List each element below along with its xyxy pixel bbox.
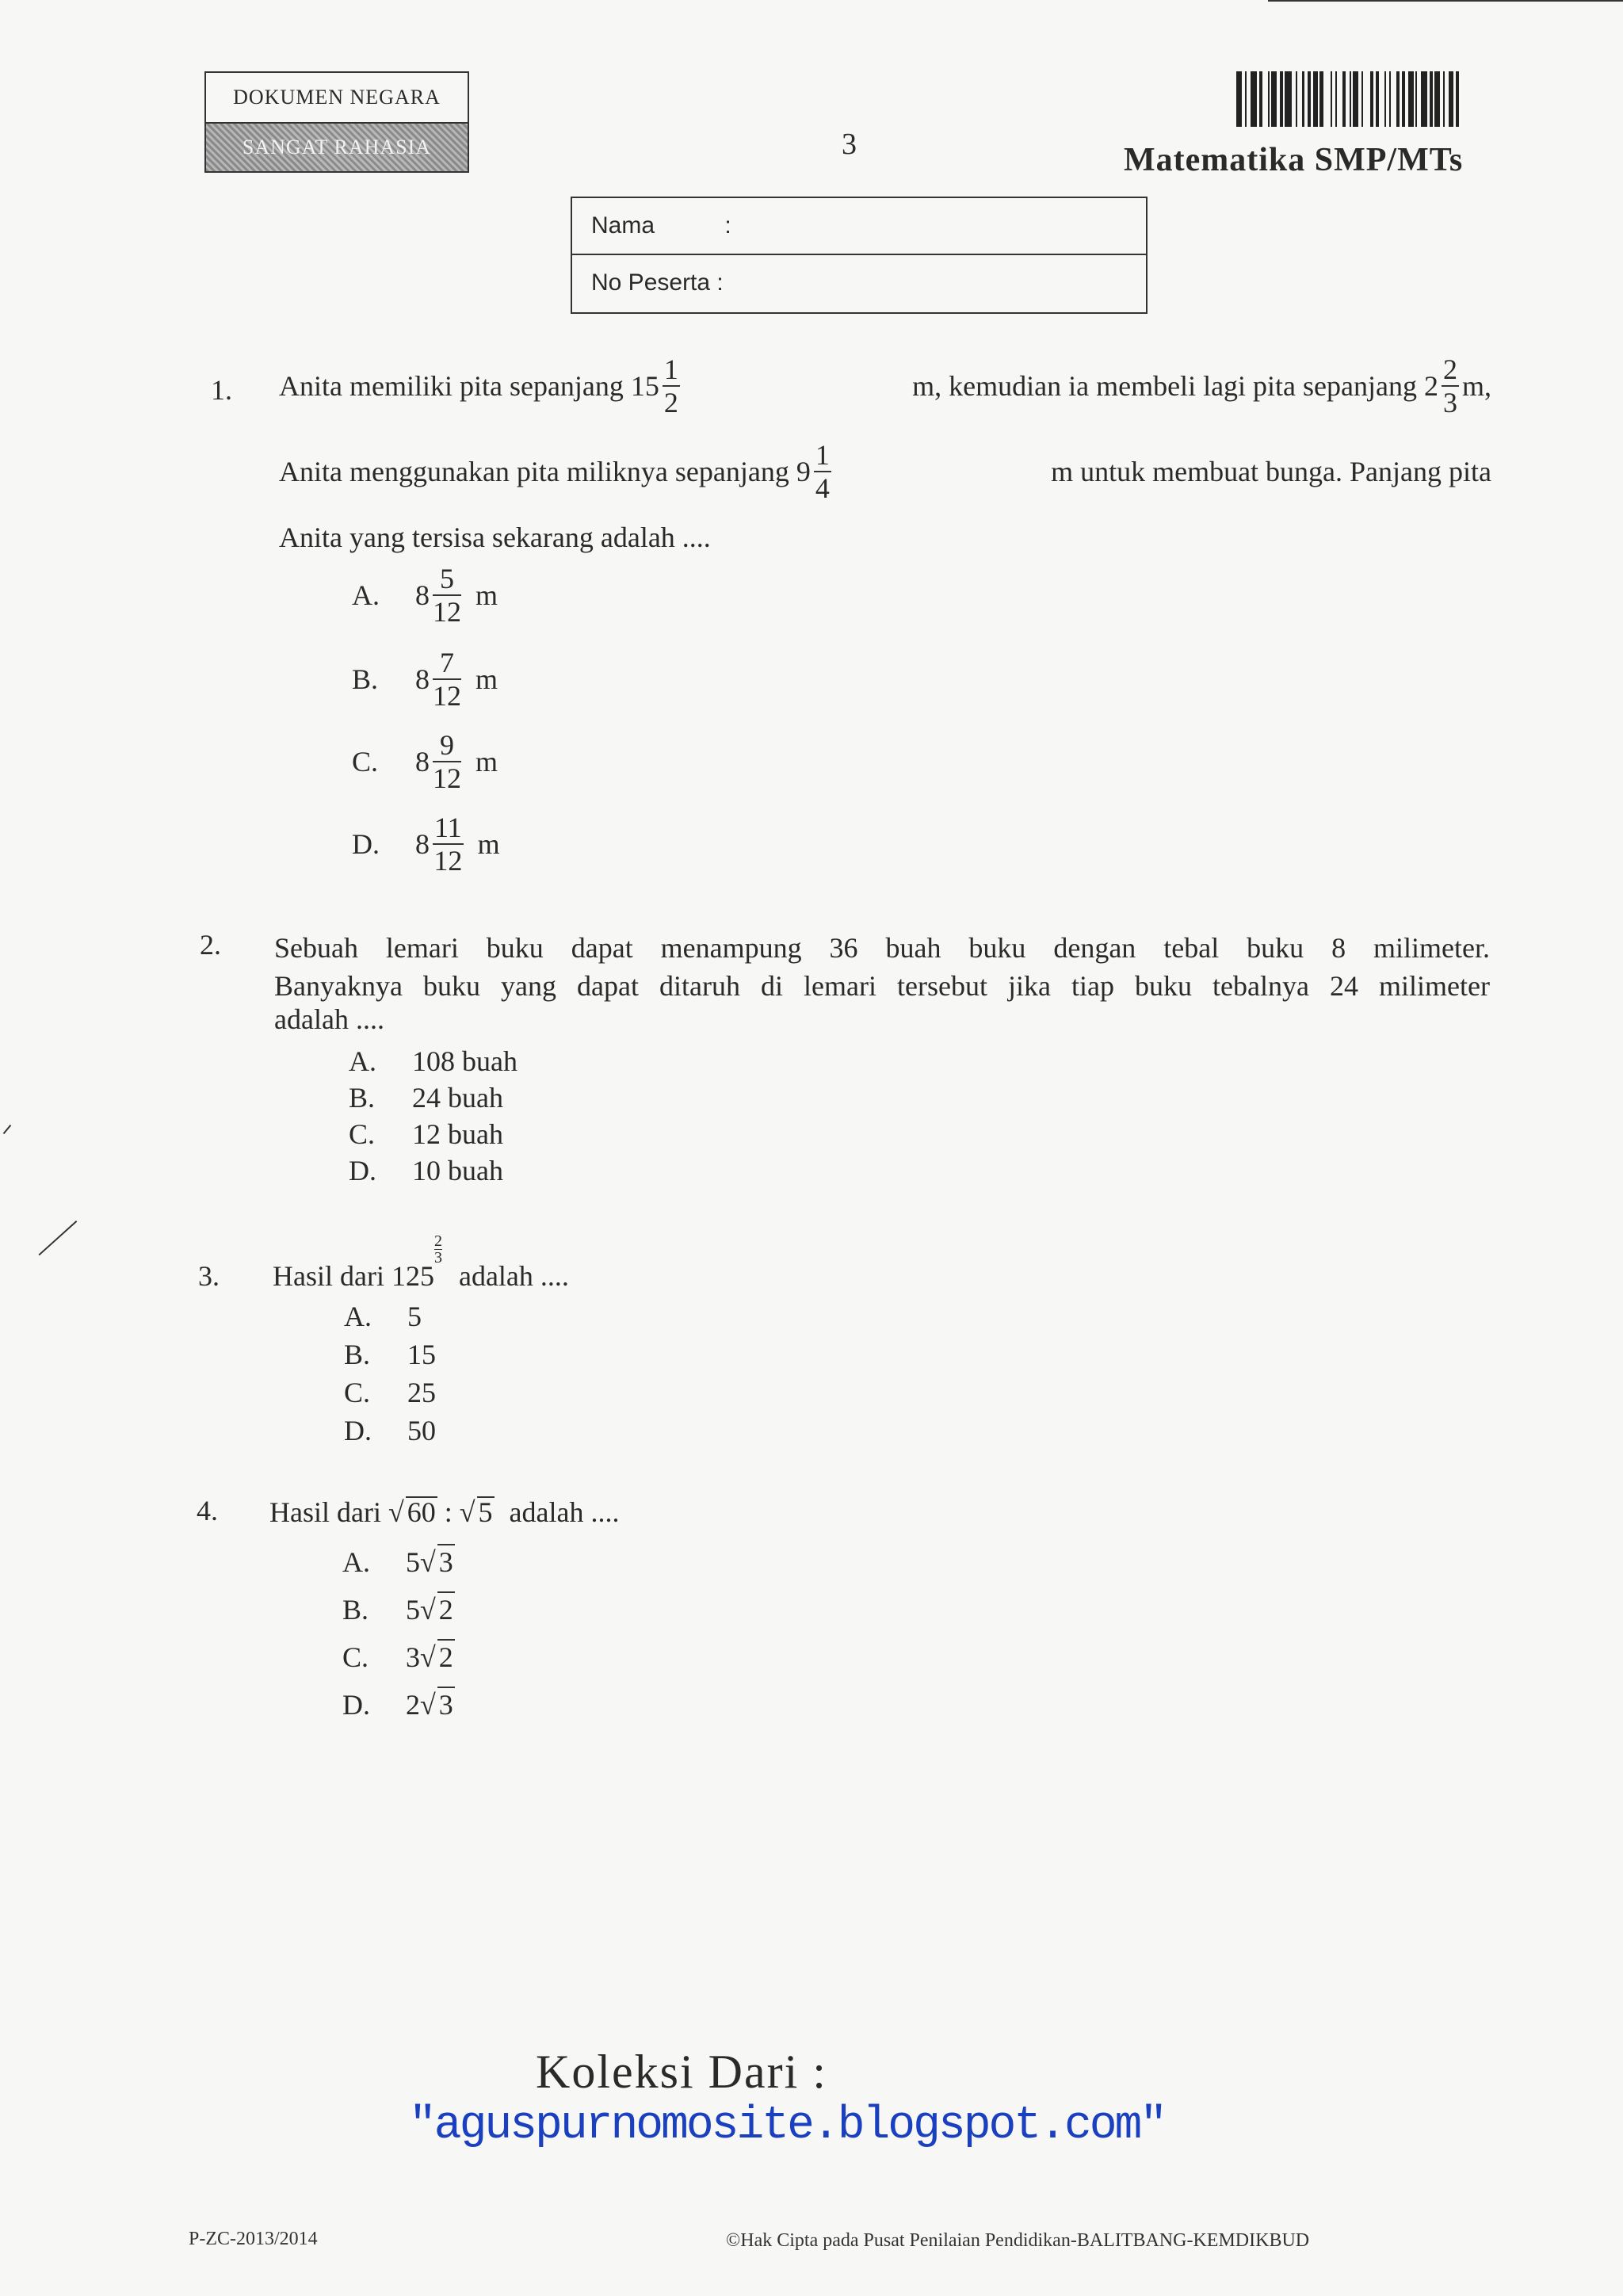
name-label: Nama	[591, 212, 655, 239]
footer-copyright: ©Hak Cipta pada Pusat Penilaian Pendidikan-BALITBANG-KEMDIKBUD	[726, 2230, 1310, 2251]
q1-line2-pre: Anita menggunakan pita miliknya sepanjang 9	[279, 456, 811, 487]
sqrt-symbol-icon: √	[420, 1546, 436, 1578]
q4-number: 4.	[197, 1495, 218, 1526]
barcode-bar	[1251, 71, 1258, 127]
q3-pre: Hasil dari 125	[273, 1260, 434, 1292]
scan-mark	[3, 1125, 12, 1134]
q3-exponent: $\frac{2}{3}$	[433, 1232, 442, 1266]
q2-option-b: B. 24 buah	[349, 1082, 503, 1114]
barcode-bar	[1236, 71, 1242, 127]
q3-option-b: B. 15	[344, 1339, 436, 1370]
q1-fraction-3: $\frac{1}{4}$	[815, 439, 830, 504]
barcode-bar	[1313, 71, 1319, 127]
q1-line3: Anita yang tersisa sekarang adalah ....	[279, 521, 711, 553]
q1-option-d: D. 8 $\frac{11}{12}$ m	[352, 812, 500, 877]
q3-option-c: C. 25	[344, 1377, 436, 1408]
barcode-bar	[1363, 71, 1370, 127]
q1-number: 1.	[211, 374, 232, 406]
barcode-bar	[1449, 71, 1454, 127]
barcode-bar	[1297, 71, 1303, 127]
q1-line1-mid: m, kemudian ia membeli lagi pita sepanjang 2	[912, 370, 1438, 402]
q4-option-d: D. 2√ 3	[342, 1687, 455, 1721]
q1-fraction-2: $\frac{2}{3}$	[1442, 353, 1457, 418]
barcode	[1236, 71, 1501, 127]
barcode-bar	[1353, 71, 1358, 127]
koleksi-label: Koleksi Dari :	[536, 2046, 827, 2098]
q1-line1	[279, 355, 1491, 417]
q4-option-b: B. 5√ 2	[342, 1591, 455, 1626]
q3-option-a: A. 5	[344, 1301, 422, 1332]
q1-option-c: C. 8 $\frac{9}{12}$ m	[352, 729, 498, 794]
barcode-bar	[1262, 71, 1268, 127]
q1-option-b-fraction: $\frac{7}{12}$	[433, 647, 461, 712]
q2-option-a: A. 108 buah	[349, 1045, 517, 1077]
q2-line1: Sebuah lemari buku dapat menampung 36 buah buku dengan tebal buku 8 milimeter.	[274, 932, 1490, 964]
q1-option-a: A. 8 $\frac{5}{12}$ m	[352, 563, 498, 628]
q4-pre: Hasil dari	[269, 1496, 381, 1528]
sqrt-symbol-icon: √	[420, 1641, 436, 1673]
barcode-bar	[1337, 71, 1342, 127]
name-row	[572, 198, 1146, 254]
q1-option-c-fraction: $\frac{9}{12}$	[433, 729, 461, 794]
participant-label: No Peserta :	[591, 269, 724, 296]
q1-line2	[279, 441, 1491, 502]
q4-option-c: C. 3√ 2	[342, 1639, 455, 1674]
barcode-bar	[1379, 71, 1384, 127]
document-classification-box	[204, 71, 469, 173]
barcode-bar	[1421, 71, 1428, 127]
q1-line2-post: m untuk membuat bunga. Panjang pita	[1051, 456, 1491, 487]
q4-operator: :	[444, 1496, 453, 1528]
q3-post: adalah ....	[458, 1260, 569, 1292]
q2-option-d: D. 10 buah	[349, 1155, 503, 1186]
q4-radicand-1: 60	[407, 1496, 436, 1528]
q2-line3: adalah ....	[274, 1003, 384, 1035]
q4-line	[269, 1496, 619, 1526]
barcode-bar	[1408, 71, 1414, 127]
q2-line2: Banyaknya buku yang dapat ditaruh di lemari tersebut jika tiap buku tebalnya 24 milimeter	[274, 970, 1490, 1002]
subject-title: Matematika SMP/MTs	[1124, 142, 1464, 178]
barcode-bar	[1271, 71, 1277, 127]
sqrt-symbol-icon: √	[388, 1496, 404, 1528]
secret-label: SANGAT RAHASIA	[206, 124, 468, 171]
barcode-bar	[1323, 71, 1331, 127]
footer-code: P-ZC-2013/2014	[189, 2229, 318, 2249]
barcode-bar	[1391, 71, 1396, 127]
q3-option-d: D. 50	[344, 1415, 436, 1446]
q3-line	[273, 1232, 569, 1292]
barcode-bar	[1285, 71, 1292, 127]
page-number: 3	[842, 128, 857, 161]
scan-mark	[38, 1221, 77, 1255]
q1-option-d-fraction: $\frac{11}{12}$	[433, 812, 463, 877]
sqrt-symbol-icon: √	[459, 1496, 475, 1528]
q2-option-c: C. 12 buah	[349, 1118, 503, 1150]
q2-number: 2.	[200, 929, 221, 961]
barcode-bar	[1456, 71, 1459, 127]
sqrt-symbol-icon: √	[420, 1594, 436, 1626]
name-separator: :	[724, 212, 731, 239]
q3-number: 3.	[198, 1260, 220, 1292]
q1-option-b: B. 8 $\frac{7}{12}$ m	[352, 647, 498, 712]
doc-label: DOKUMEN NEGARA	[206, 73, 468, 124]
participant-id-box	[571, 197, 1148, 314]
sqrt-symbol-icon: √	[420, 1689, 436, 1721]
q4-option-a: A. 5√ 3	[342, 1544, 455, 1579]
site-link[interactable]: "aguspurnomosite.blogspot.com"	[409, 2100, 1166, 2152]
participant-row	[572, 254, 1146, 311]
q1-fraction-1: $\frac{1}{2}$	[663, 353, 678, 418]
barcode-bar	[1434, 71, 1440, 127]
q1-line1-post: m,	[1461, 370, 1491, 402]
q1-line1-pre: Anita memiliki pita sepanjang 15	[279, 370, 659, 402]
q4-radicand-2: 5	[478, 1496, 493, 1528]
q1-option-a-fraction: $\frac{5}{12}$	[433, 563, 461, 628]
q4-post: adalah ....	[509, 1496, 620, 1528]
scan-edge	[1268, 0, 1623, 2]
